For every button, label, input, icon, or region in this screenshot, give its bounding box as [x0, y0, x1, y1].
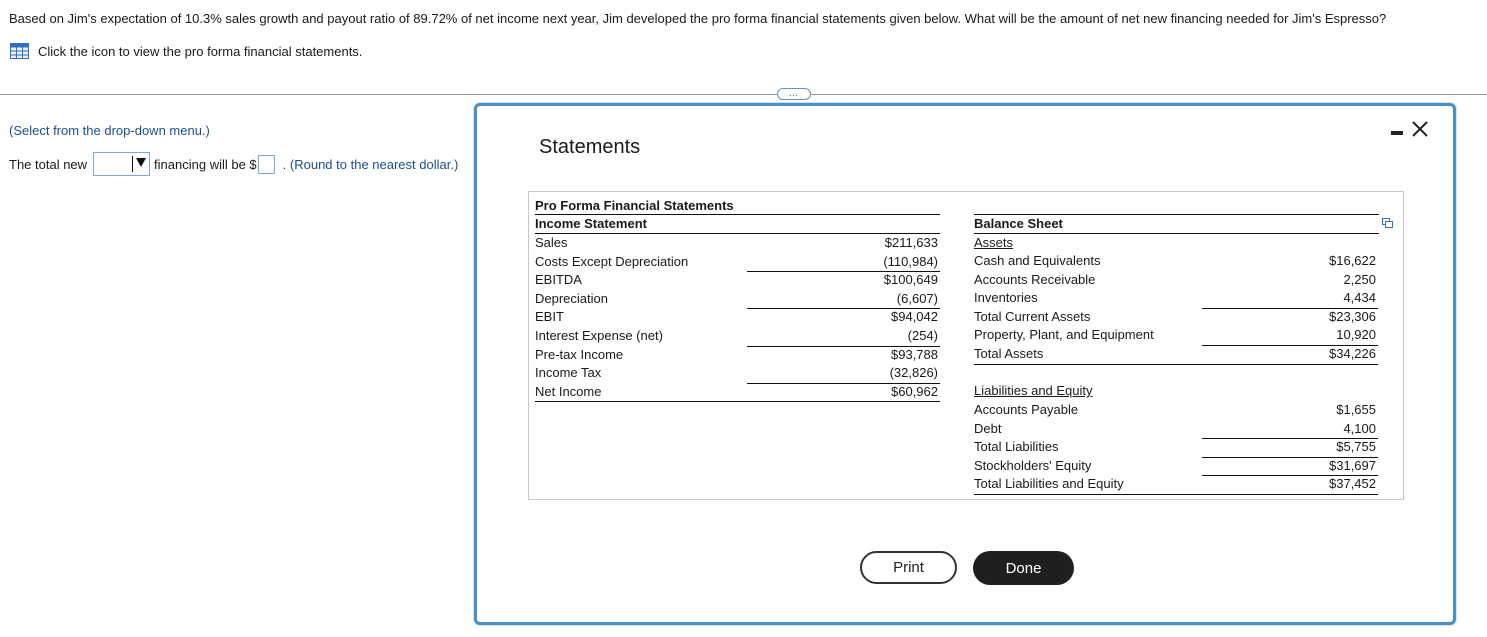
income-top-rule: [535, 214, 940, 215]
dropdown-separator: [132, 156, 133, 172]
liability-row-value: $5,755: [1336, 439, 1376, 455]
liability-row-value: $31,697: [1329, 457, 1376, 473]
dialog-title: Statements: [539, 136, 641, 158]
income-row-label: EBIT: [535, 309, 564, 325]
liability-row-label: Total Liabilities: [974, 439, 1059, 455]
liability-row-value: $37,452: [1329, 476, 1376, 492]
pro-forma-table: [528, 191, 1404, 500]
income-header: Income Statement: [535, 216, 647, 231]
income-row-label: Income Tax: [535, 365, 602, 381]
balance-header: Balance Sheet: [974, 216, 1063, 231]
asset-row-label: Total Current Assets: [974, 308, 1091, 324]
liability-row-label: Debt: [974, 420, 1002, 436]
balance-top-rule: [974, 214, 1379, 215]
liability-row-label: Stockholders' Equity: [974, 457, 1092, 473]
income-row-value: (32,826): [889, 365, 938, 381]
table-icon[interactable]: [10, 43, 29, 59]
answer-row: [9, 152, 458, 176]
close-icon[interactable]: [1411, 120, 1429, 138]
income-row-value: $211,633: [884, 235, 938, 250]
income-row-rule: [535, 401, 940, 402]
income-row-value: (110,984): [883, 253, 938, 269]
liability-row-label: Accounts Payable: [974, 402, 1079, 417]
income-row-value: $60,962: [891, 383, 938, 399]
income-row-label: Depreciation: [535, 290, 608, 306]
asset-row-rule: [974, 364, 1378, 365]
income-row-label: Net Income: [535, 383, 602, 399]
asset-row-label: Total Assets: [974, 346, 1044, 361]
dropdown-arrow-icon[interactable]: [136, 158, 146, 167]
financing-type-dropdown[interactable]: [93, 152, 150, 176]
answer-middle-text: financing will be $: [154, 156, 257, 172]
section-divider: [0, 94, 1487, 95]
more-button[interactable]: …: [777, 88, 811, 100]
view-statements-link[interactable]: [10, 43, 362, 59]
asset-row-value: $16,622: [1329, 253, 1376, 268]
select-instruction: (Select from the drop-down menu.): [9, 123, 210, 138]
asset-row-value: 4,434: [1343, 290, 1376, 306]
amount-input[interactable]: [258, 155, 275, 174]
asset-row-label: Cash and Equivalents: [974, 253, 1101, 268]
asset-row-value: 10,920: [1336, 327, 1376, 343]
liability-row-rule: [974, 494, 1378, 495]
statements-dialog: [474, 103, 1456, 625]
answer-prefix: The total new: [9, 156, 88, 172]
liabilities-label: Liabilities and Equity: [974, 383, 1093, 398]
asset-row-label: Accounts Receivable: [974, 271, 1096, 287]
income-row-value: $100,649: [883, 272, 938, 288]
copy-icon[interactable]: [1382, 218, 1393, 228]
income-row-value: $93,788: [891, 346, 938, 362]
income-row-label: Sales: [535, 235, 568, 250]
asset-row-label: Property, Plant, and Equipment: [974, 327, 1154, 343]
income-row-label: EBITDA: [535, 272, 582, 288]
income-row-label: Pre-tax Income: [535, 346, 624, 362]
asset-row-value: $23,306: [1329, 308, 1376, 324]
question-text: Based on Jim's expectation of 10.3% sales growth and payout ratio of 89.72% of net income next year, Jim developed the pro forma financial statements given below. What will be the amount of net new financing needed for Jim's Espresso?: [9, 11, 1387, 26]
income-row-label: Interest Expense (net): [535, 328, 663, 343]
liability-row-value: 4,100: [1343, 420, 1376, 436]
asset-row-value: 2,250: [1343, 271, 1376, 287]
asset-row-label: Inventories: [974, 290, 1038, 306]
liability-row-value: $1,655: [1336, 402, 1376, 417]
liability-row-label: Total Liabilities and Equity: [974, 476, 1124, 492]
print-button[interactable]: Print: [860, 551, 957, 584]
income-row-value: (254): [907, 328, 938, 343]
table-title: Pro Forma Financial Statements: [535, 198, 734, 213]
balance-header-rule: [974, 233, 1379, 234]
minimize-icon[interactable]: [1391, 131, 1403, 135]
rounding-note: . (Round to the nearest dollar.): [282, 156, 459, 172]
done-button[interactable]: Done: [973, 551, 1074, 585]
view-link-label[interactable]: Click the icon to view the pro forma financial statements.: [38, 43, 363, 59]
income-row-value: $94,042: [891, 309, 938, 325]
asset-row-value: $34,226: [1329, 346, 1376, 361]
income-row-label: Costs Except Depreciation: [535, 253, 689, 269]
income-header-rule: [535, 233, 940, 234]
assets-label: Assets: [974, 235, 1014, 250]
income-row-value: (6,607): [896, 290, 938, 306]
